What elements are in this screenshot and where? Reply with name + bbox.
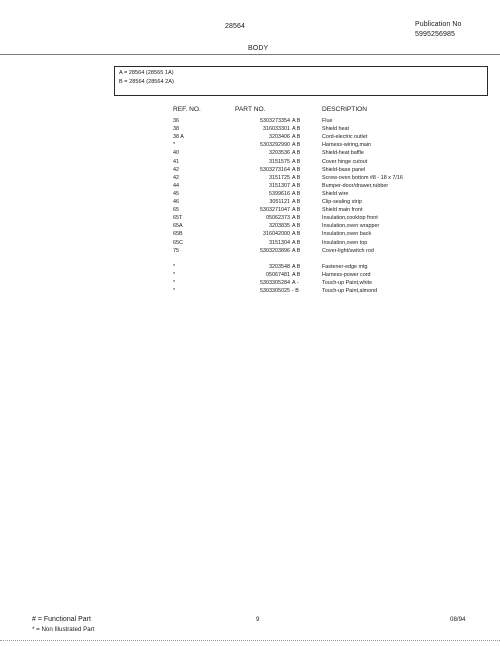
model-legend-box: [114, 66, 488, 96]
part-ref-no: 42: [173, 174, 179, 181]
part-row: [0, 183, 500, 191]
part-ref-no: 65T: [173, 215, 183, 222]
part-ref-no: *: [173, 280, 176, 286]
part-model-flag: A B: [292, 247, 301, 254]
part-description: Insulation,oven back: [322, 231, 372, 238]
part-number: 3203835: [269, 223, 290, 230]
part-number: 5303203896: [260, 247, 290, 254]
part-row: [0, 142, 500, 150]
part-model-flag: A B: [292, 190, 301, 197]
part-row: [0, 256, 500, 264]
part-number: 05062373: [266, 215, 290, 222]
part-number: 3203406: [269, 134, 290, 141]
part-row: [0, 175, 500, 183]
part-number: 5399616: [269, 190, 290, 197]
part-ref-no: 46: [173, 199, 179, 205]
part-ref-no: *: [173, 288, 176, 295]
part-number: 3203536: [269, 150, 290, 157]
part-ref-no: 65A: [173, 223, 183, 230]
part-model-flag: A B: [292, 271, 301, 278]
publication-number: 5995256985: [415, 31, 455, 38]
header-divider: [0, 54, 500, 55]
part-description: Cover hinge cutout: [322, 158, 368, 165]
part-row: [0, 264, 500, 272]
part-number: 05067481: [266, 271, 290, 278]
part-row: [0, 134, 500, 142]
part-model-flag: A -: [292, 280, 299, 286]
part-ref-no: 41: [173, 158, 179, 165]
part-description: Insulation,cooktop front: [322, 215, 378, 222]
part-row: [0, 215, 500, 223]
part-ref-no: 65: [173, 207, 179, 214]
part-row: [0, 118, 500, 126]
part-description: Screw-oven bottom #8 - 18 x 7/16: [322, 174, 403, 181]
part-row: [0, 240, 500, 248]
part-model-flag: A B: [292, 199, 301, 205]
part-description: Clip-sealing strip: [322, 199, 362, 205]
part-number: 3203548: [269, 263, 290, 270]
part-model-flag: A B: [292, 182, 301, 189]
part-model-flag: A B: [292, 239, 301, 246]
part-row: [0, 159, 500, 167]
publication-label: Publication No: [415, 21, 462, 28]
part-model-flag: A B: [292, 118, 301, 124]
part-model-flag: A B: [292, 231, 301, 238]
part-description: Cord-electric outlet: [322, 134, 368, 141]
part-row: [0, 280, 500, 288]
part-description: Shield wire: [322, 190, 349, 197]
part-ref-no: 36: [173, 118, 179, 124]
part-ref-no: 40: [173, 150, 179, 157]
part-model-flag: A B: [292, 263, 301, 270]
part-number: 3151304: [269, 239, 290, 246]
legend-model-b: B = 28564 (28564 2A): [119, 79, 174, 85]
part-number: 3151725: [269, 174, 290, 181]
part-description: Shield-base panel: [322, 166, 366, 173]
part-ref-no: 65B: [173, 231, 183, 238]
legend-model-a: A = 28564 (28565 1A): [119, 70, 174, 76]
part-ref-no: 42: [173, 166, 179, 173]
part-model-flag: A B: [292, 215, 301, 222]
part-ref-no: *: [173, 271, 176, 278]
part-row: [0, 231, 500, 239]
part-row: [0, 223, 500, 231]
part-row: [0, 191, 500, 199]
part-number: 5303292990: [260, 142, 290, 149]
part-ref-no: 38 A: [173, 134, 184, 141]
part-description: Fastener-edge mtg: [322, 263, 368, 270]
part-ref-no: 75: [173, 247, 179, 254]
part-row: [0, 288, 500, 296]
part-description: Flue: [322, 118, 333, 124]
part-number: 316033301: [263, 126, 290, 133]
part-row: [0, 150, 500, 158]
part-description: Bumper-door/drawer,rubber: [322, 182, 389, 189]
part-row: [0, 167, 500, 175]
part-row: [0, 126, 500, 134]
footer-divider: [0, 640, 500, 641]
part-row: [0, 272, 500, 280]
part-model-flag: A B: [292, 166, 301, 173]
footer-non-illustrated-note: * = Non Illustrated Part: [32, 626, 95, 633]
part-model-flag: A B: [292, 158, 301, 165]
part-model-flag: A B: [292, 134, 301, 141]
part-model-flag: A B: [292, 150, 301, 157]
part-description: Insulation,oven wrapper: [322, 223, 380, 230]
part-description: Shield-heat baffle: [322, 150, 364, 157]
part-number: 3151575: [269, 158, 290, 165]
part-number: 3151307: [269, 182, 290, 189]
part-row: [0, 207, 500, 215]
part-description: Insulation,oven top: [322, 239, 368, 246]
column-header-part-no: PART NO.: [235, 106, 266, 113]
footer-date: 08/94: [450, 616, 466, 623]
part-ref-no: *: [173, 142, 176, 149]
part-model-flag: A B: [292, 223, 301, 230]
part-description: Harness-power cord: [322, 271, 371, 278]
part-number: 5303273354: [260, 118, 290, 124]
part-number: 5303305025: [260, 288, 290, 295]
part-model-flag: A B: [292, 126, 301, 133]
part-model-flag: A B: [292, 142, 301, 149]
part-ref-no: 38: [173, 126, 179, 133]
part-model-flag: A B: [292, 207, 301, 214]
page-number: 9: [256, 616, 260, 623]
footer-functional-note: # = Functional Part: [32, 616, 91, 623]
part-description: Shield main front: [322, 207, 363, 214]
part-ref-no: 45: [173, 190, 179, 197]
part-ref-no: 44: [173, 182, 179, 189]
part-number: 3051121: [269, 199, 290, 205]
part-number: 316042000: [263, 231, 290, 238]
part-number: 5303305284: [260, 280, 290, 286]
part-row: [0, 199, 500, 207]
part-ref-no: *: [173, 263, 176, 270]
part-description: Touch-up Paint,almond: [322, 288, 378, 295]
part-ref-no: 65C: [173, 239, 183, 246]
part-row: [0, 248, 500, 256]
part-description: Shield heat: [322, 126, 349, 133]
part-description: Touch-up Paint,white: [322, 280, 373, 286]
column-header-description: DESCRIPTION: [322, 106, 368, 113]
part-model-flag: A B: [292, 174, 301, 181]
part-description: Harness-wiring,main: [322, 142, 372, 149]
part-number: 5303273164: [260, 166, 290, 173]
column-header-ref-no: REF. NO.: [173, 106, 201, 113]
model-number: 28564: [225, 23, 245, 30]
part-number: 5303271047: [260, 207, 290, 214]
section-title: BODY: [248, 45, 269, 52]
part-model-flag: - B: [292, 288, 299, 295]
part-description: Cover-light/switch rod: [322, 247, 374, 254]
